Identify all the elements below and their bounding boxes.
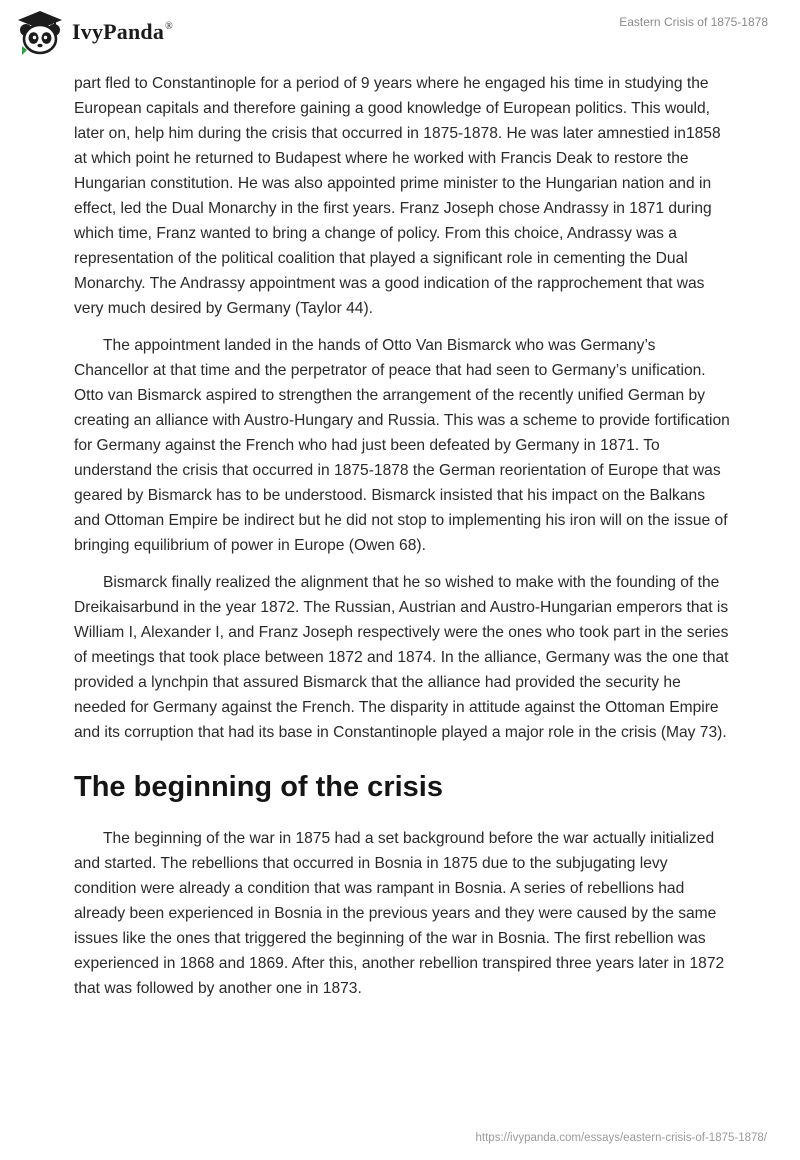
paragraph: The appointment landed in the hands of Otto Van Bismarck who was Germany’s Chancellor at that time and the perpetrator of peace that had seen to Germany’s unification. Otto van Bismarck aspired to strengthen the arrangement of the recently unified German by creating an alliance with Austro-Hungary and Russia. This was a scheme to provide fortification for Germany against the French who had just been defeated by Germany in 1871. To understand the crisis that occurred in 1875-1878 the German reorientation of Europe that was geared by Bismarck has to be understood. Bismarck insisted that his impact on the Balkans and Ottoman Empire be indirect but he did not stop to implementing his iron will on the issue of bringing equilibrium of power in Europe (Owen 68). (74, 337, 730, 554)
panda-graduate-icon (14, 8, 66, 56)
paragraph: The beginning of the war in 1875 had a set background before the war actually initialized and started. The rebellions that occurred in Bosnia in 1875 due to the subjugating levy condition were already a condition that was rampant in Bosnia. A series of rebellions had already been experienced in Bosnia in the previous years and they were caused by the same issues like the ones that triggered the beginning of the war in Bosnia. The first rebellion was experienced in 1868 and 1869. After this, another rebellion transpired three years later in 1872 that was followed by another one in 1873. (74, 830, 725, 997)
paragraph: part fled to Constantinople for a period of 9 years where he engaged his time in studying the European capitals and therefore gaining a good knowledge of European politics. This would, later on, help him during the crisis that occurred in 1875-1878. He was later amnestied in1858 at which point he returned to Budapest where he worked with Francis Deak to restore the Hungarian constitution. He was also appointed prime minister to the Hungarian nation and in effect, led the Dual Monarchy in the first years. Franz Joseph chose Andrassy in 1871 during which time, Franz wanted to bring a change of policy. From this choice, Andrassy was a representation of the political coalition that played a significant role in cementing the Dual Monarchy. The Andrassy appointment was a good indication of the rapprochement that was very much desired by Germany (Taylor 44). (74, 75, 721, 317)
document-title: Eastern Crisis of 1875-1878 (619, 15, 768, 29)
source-url[interactable]: https://ivypanda.com/essays/eastern-crisis-of-1875-1878/ (475, 1132, 767, 1144)
section-heading: The beginning of the crisis (74, 771, 443, 803)
brand-name: IvyPanda® (72, 19, 173, 44)
essay-body (74, 71, 730, 1013)
page-header (0, 0, 800, 70)
ivypanda-logo[interactable] (14, 8, 173, 56)
paragraph: Bismarck finally realized the alignment that he so wished to make with the founding of the Dreikaisarbund in the year 1872. The Russian, Austrian and Austro-Hungarian emperors that is William I, Alexander I, and Franz Joseph respectively were the ones who took part in the series of meetings that took place between 1872 and 1874. In the alliance, Germany was the one that provided a lynchpin that assured Bismarck that the alliance had provided the security he needed for Germany against the French. The disparity in attitude against the Ottoman Empire and its corruption that had its base in Constantinople played a major role in the crisis (May 73). (74, 574, 729, 741)
